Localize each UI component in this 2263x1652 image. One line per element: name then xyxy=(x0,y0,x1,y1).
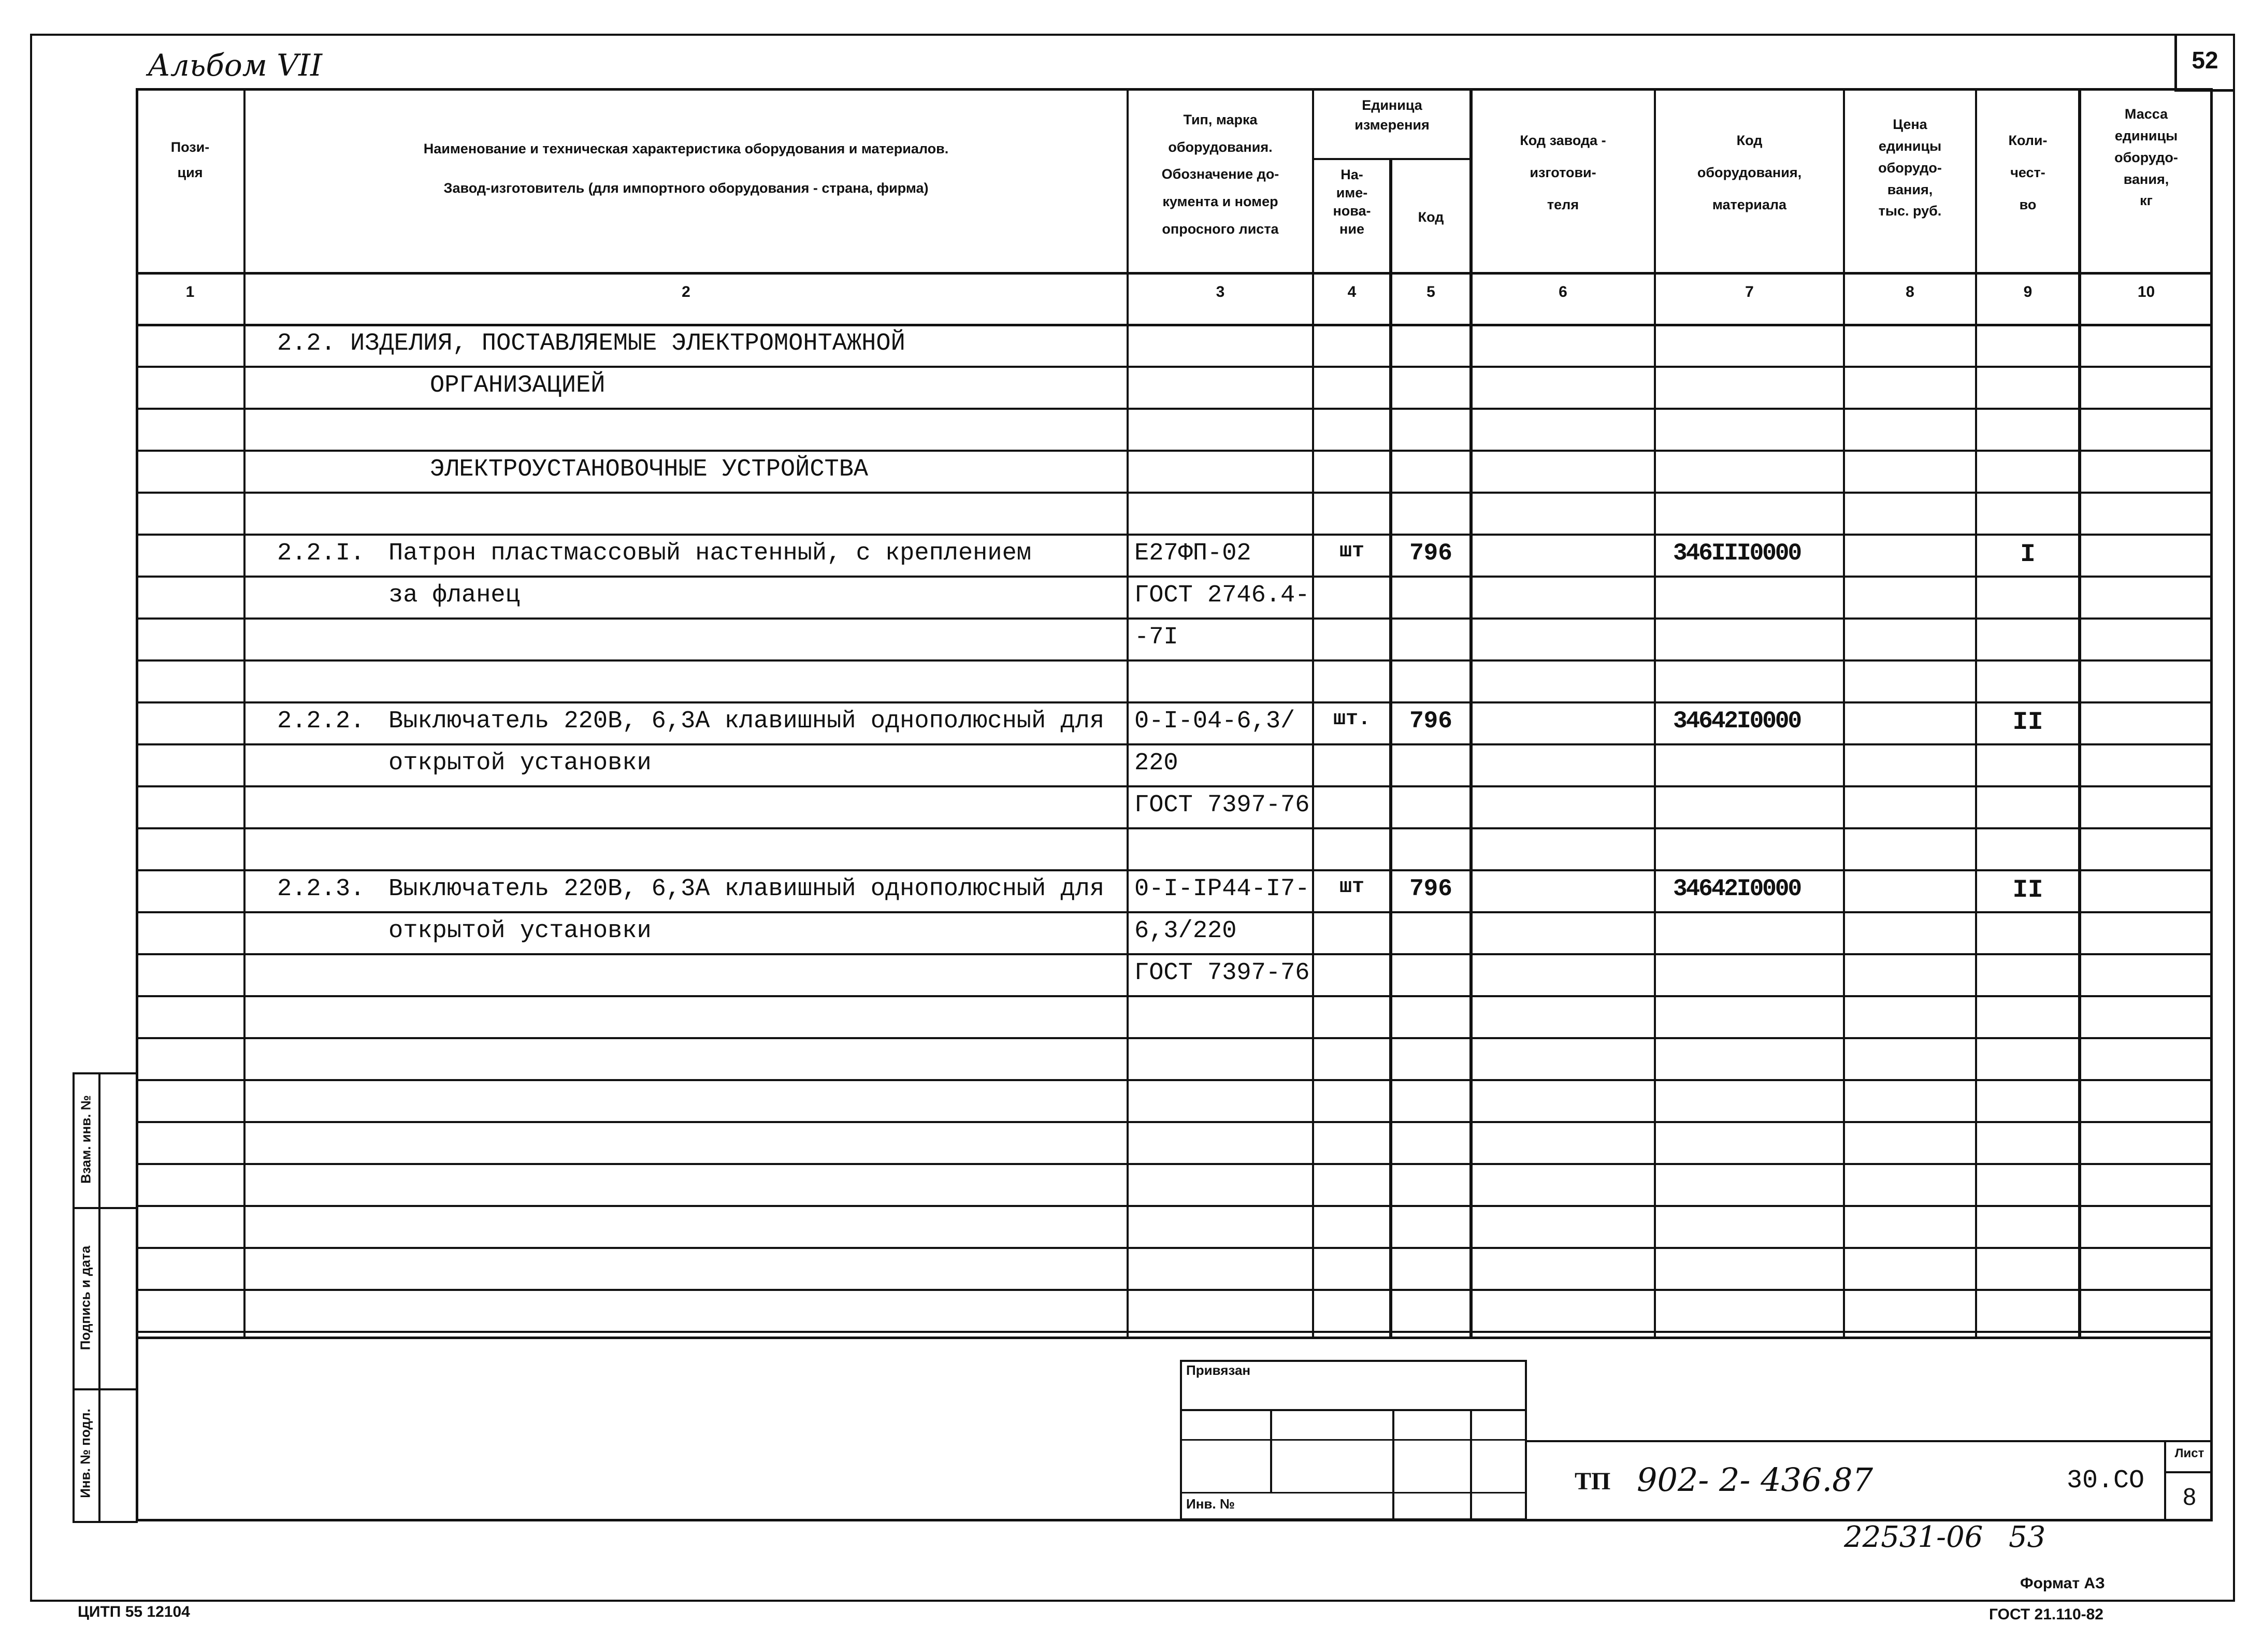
row-line xyxy=(136,827,2213,829)
column-number-10: 10 xyxy=(2137,283,2155,300)
row-line xyxy=(136,743,2213,745)
item-number: 2.2.I. xyxy=(277,540,365,567)
row-line xyxy=(136,408,2213,410)
format-label: Формат АЗ xyxy=(2020,1575,2105,1592)
item-type: ГОСТ 7397-76 xyxy=(1134,959,1310,987)
side-vzam-label: Взам. инв. № xyxy=(78,1095,94,1184)
column-line xyxy=(1654,88,1656,1339)
handwritten-page: 53 xyxy=(2009,1520,2046,1554)
row-line xyxy=(136,1205,2213,1207)
item-type: 0-I-IP44-I7- xyxy=(1134,875,1310,903)
item-unit-code: 796 xyxy=(1409,875,1452,902)
item-name: Выключатель 220В, 6,3А клавишный однополюсный для xyxy=(388,708,1105,735)
header-unit: Единица измерения xyxy=(1354,97,1430,133)
header-unit-name: На- име- нова- ние xyxy=(1333,167,1371,237)
item-quantity: I xyxy=(2020,540,2036,569)
row-line xyxy=(136,617,2213,620)
row-line xyxy=(136,1037,2213,1039)
frame-top xyxy=(30,34,2235,36)
list-value: 8 xyxy=(2183,1483,2196,1510)
item-unit-name: шт xyxy=(1339,540,1364,563)
column-number-9: 9 xyxy=(2023,283,2033,300)
doc-code: 902- 2- 436.87 xyxy=(1637,1461,1873,1499)
side-inv-podl-label: Инв. № подл. xyxy=(77,1409,93,1498)
privyazan-line-3 xyxy=(1180,1492,1527,1493)
item-type: Е27ФП-02 xyxy=(1134,540,1251,567)
item-type: 6,3/220 xyxy=(1134,917,1237,945)
row-line xyxy=(136,450,2213,452)
row-line xyxy=(136,1121,2213,1123)
item-type: ГОСТ 7397-76 xyxy=(1134,792,1310,819)
item-unit-code: 796 xyxy=(1409,708,1452,735)
item-name: открытой установки xyxy=(388,917,652,945)
code-row-top xyxy=(1527,1440,2213,1442)
inv-no-label: Инв. № xyxy=(1186,1496,1235,1512)
row-line xyxy=(136,366,2213,368)
row-line xyxy=(136,1331,2213,1333)
row-line xyxy=(136,995,2213,997)
column-line xyxy=(1127,88,1129,1339)
item-unit-name: шт. xyxy=(1333,708,1371,731)
column-line xyxy=(1843,88,1845,1339)
header-equipment-code: Код оборудования, материала xyxy=(1697,133,1802,213)
item-type: 220 xyxy=(1134,750,1178,777)
item-type: -7I xyxy=(1134,624,1178,651)
column-number-1: 1 xyxy=(185,283,195,300)
header-mass: Масса единицы оборудо- вания, кг xyxy=(2114,106,2178,209)
item-unit-code: 796 xyxy=(1409,540,1452,567)
header-price: Цена единицы оборудо- вания, тыс. руб. xyxy=(1878,117,1942,219)
privyazan-label: Привязан xyxy=(1186,1362,1251,1378)
row-line xyxy=(136,1289,2213,1291)
item-name: Патрон пластмассовый настенный, с креплением xyxy=(388,540,1032,567)
header-name: Наименование и техническая характеристика оборудования и материалов. Завод-изготовитель (для импортного оборудования - страна, фирма) xyxy=(423,141,949,196)
header-type: Тип, марка оборудования. Обозначение до- кумента и номер опросного листа xyxy=(1161,112,1279,237)
item-number: 2.2.2. xyxy=(277,708,365,735)
number-row-bottom-line xyxy=(136,324,2213,326)
list-label: Лист xyxy=(2174,1446,2204,1460)
column-number-4: 4 xyxy=(1347,283,1357,300)
header-position: Пози- ция xyxy=(170,139,210,180)
privyazan-line-2 xyxy=(1180,1439,1527,1441)
row-line xyxy=(136,701,2213,703)
header-quantity: Коли- чест- во xyxy=(2008,133,2048,213)
side-stamp-divider xyxy=(98,1072,100,1523)
privyazan-col-1 xyxy=(1270,1409,1272,1492)
item-equipment-code: 34642I0000 xyxy=(1673,875,1801,902)
row-line xyxy=(136,1163,2213,1165)
column-number-2: 2 xyxy=(682,283,690,300)
page-number-box xyxy=(2174,34,2233,92)
unit-header-divider xyxy=(1313,158,1471,160)
item-unit-name: шт xyxy=(1339,875,1364,899)
column-number-3: 3 xyxy=(1216,283,1225,300)
gost-label: ГОСТ 21.110-82 xyxy=(1989,1606,2103,1623)
doc-suffix: 30.СО xyxy=(2067,1466,2145,1496)
item-name: открытой установки xyxy=(388,750,652,777)
title-block-left xyxy=(136,1337,138,1521)
row-line xyxy=(136,785,2213,787)
privyazan-col-2 xyxy=(1392,1409,1394,1520)
column-line xyxy=(243,88,246,1339)
column-number-5: 5 xyxy=(1426,283,1435,300)
item-equipment-code: 346III0000 xyxy=(1673,540,1801,567)
column-line xyxy=(1389,158,1392,1339)
column-number-7: 7 xyxy=(1745,283,1754,300)
item-quantity: II xyxy=(2012,708,2043,737)
title-block-top xyxy=(136,1337,2213,1339)
item-number: 2.2.3. xyxy=(277,875,365,903)
side-stamp-sep-2 xyxy=(73,1388,138,1390)
item-name: ЭЛЕКТРОУСТАНОВОЧНЫЕ УСТРОЙСТВА xyxy=(430,456,869,483)
header-unit-code: Код xyxy=(1418,209,1444,225)
frame-bottom xyxy=(30,1600,2235,1602)
row-line xyxy=(136,911,2213,913)
item-name: 2.2. ИЗДЕЛИЯ, ПОСТАВЛЯЕМЫЕ ЭЛЕКТРОМОНТАЖНОЙ xyxy=(277,330,905,357)
column-number-8: 8 xyxy=(1906,283,1914,300)
item-type: ГОСТ 2746.4- xyxy=(1134,582,1310,609)
row-line xyxy=(136,659,2213,662)
row-line xyxy=(136,1247,2213,1249)
doc-prefix: ТП xyxy=(1575,1468,1611,1495)
page-number: 52 xyxy=(2192,47,2218,74)
privyazan-line-1 xyxy=(1180,1409,1527,1411)
row-line xyxy=(136,869,2213,871)
item-name: за фланец xyxy=(388,582,520,609)
header-bottom-line xyxy=(136,272,2213,275)
privyazan-col-3 xyxy=(1470,1409,1472,1520)
item-equipment-code: 34642I0000 xyxy=(1673,708,1801,735)
list-box-divider xyxy=(2164,1471,2213,1473)
bottom-left-code: ЦИТП 55 12104 xyxy=(78,1603,190,1620)
handwritten-number: 22531-06 xyxy=(1844,1520,1983,1554)
item-name: Выключатель 220В, 6,3А клавишный однополюсный для xyxy=(388,875,1105,903)
row-line xyxy=(136,1079,2213,1081)
side-podpis-label: Подпись и дата xyxy=(77,1245,93,1351)
album-label: Альбом VII xyxy=(148,48,322,83)
item-type: 0-I-04-6,3/ xyxy=(1134,708,1295,735)
row-line xyxy=(136,492,2213,494)
row-line xyxy=(136,576,2213,578)
side-stamp-sep-1 xyxy=(73,1207,138,1209)
frame-left xyxy=(30,34,32,1602)
frame-right xyxy=(2233,34,2235,1602)
item-name: ОРГАНИЗАЦИЕЙ xyxy=(430,372,606,399)
header-maker-code: Код завода - изготови- теля xyxy=(1520,133,1606,213)
row-line xyxy=(136,953,2213,955)
row-line xyxy=(136,534,2213,536)
item-quantity: II xyxy=(2012,875,2043,904)
column-number-6: 6 xyxy=(1559,283,1567,300)
